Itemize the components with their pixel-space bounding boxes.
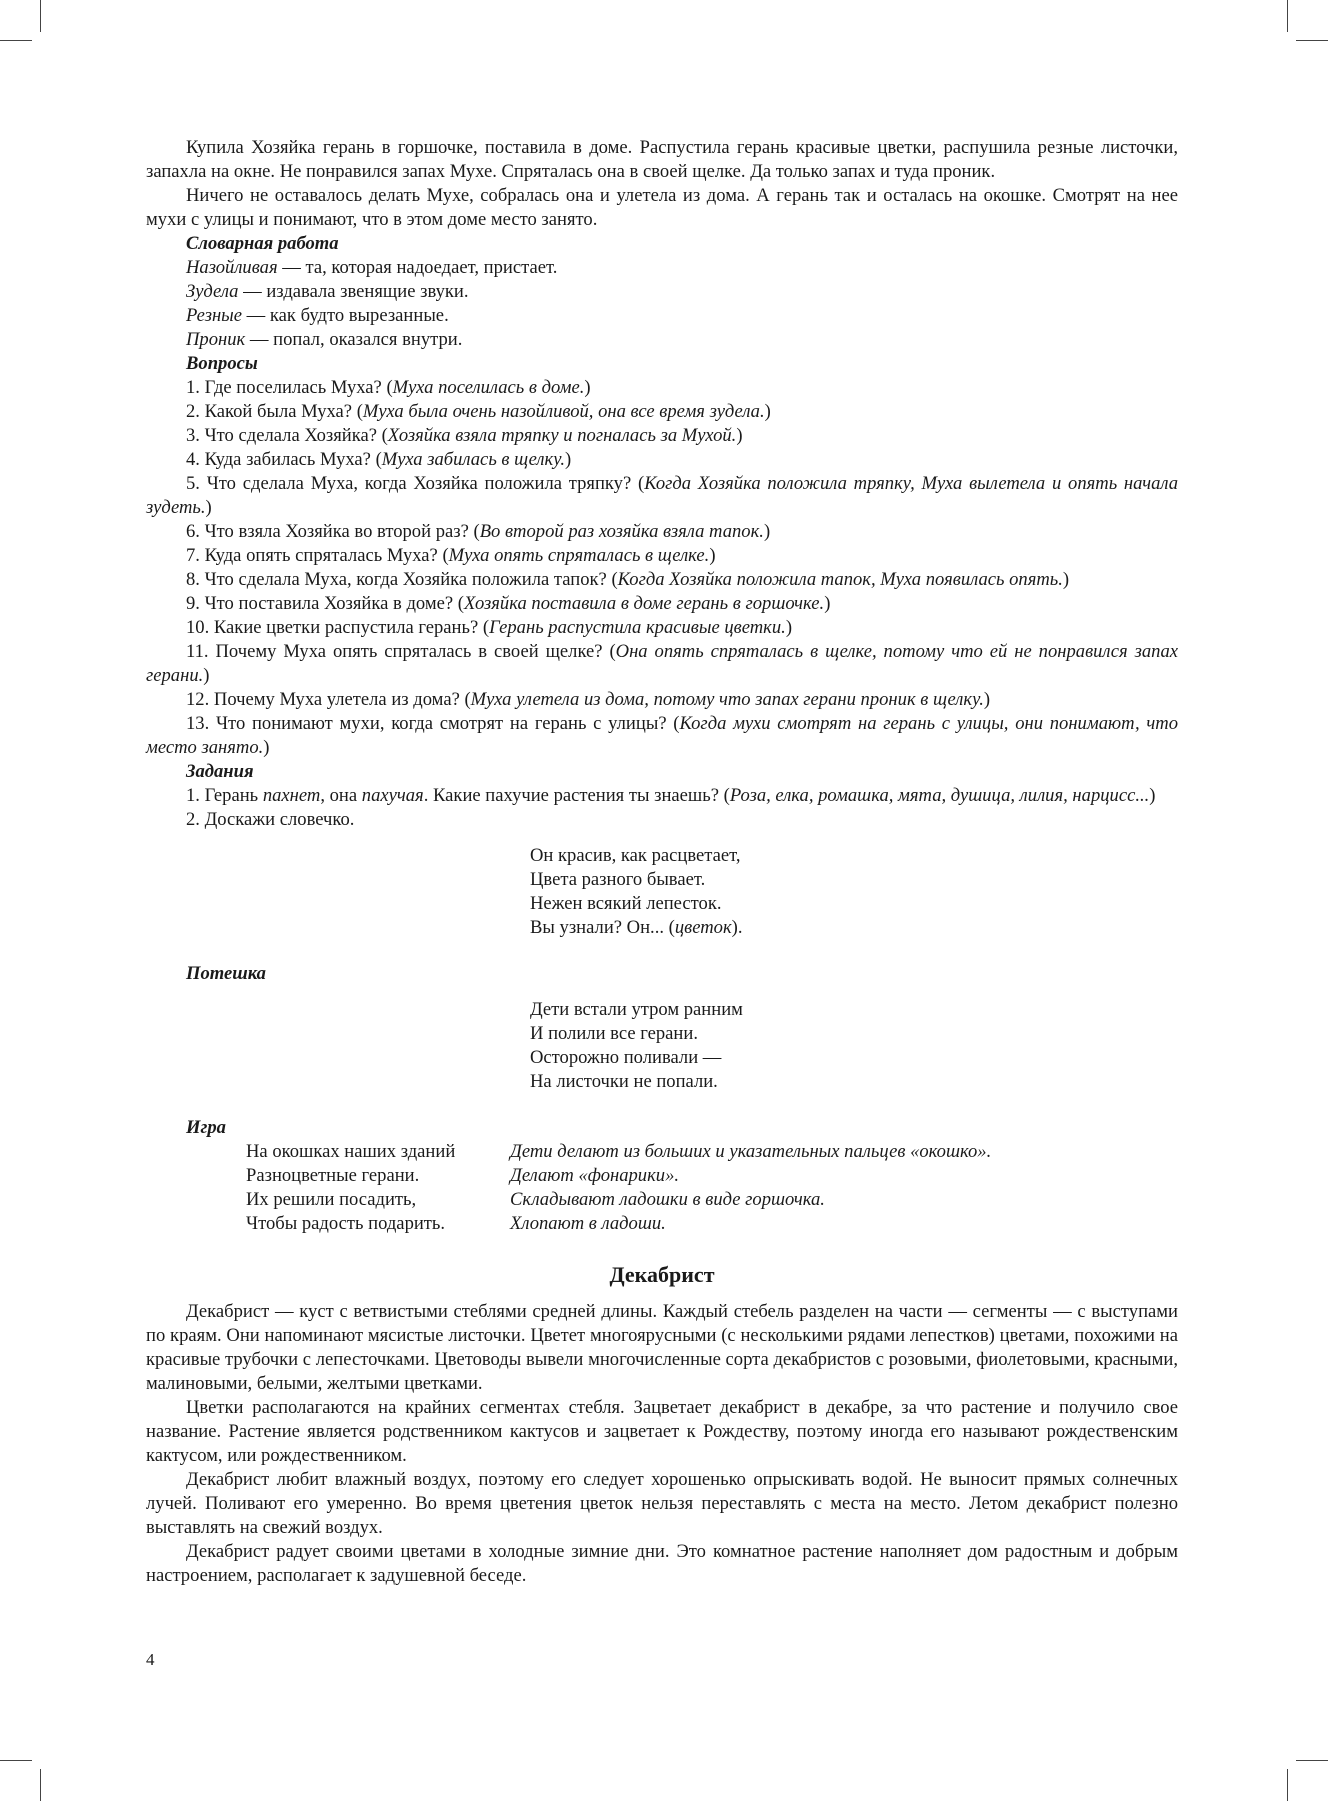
question-item <box>146 472 1178 520</box>
paren-close: ) <box>584 377 591 398</box>
answer-text: Муха улетела из дома, потому что запах герани проник в щелку. <box>470 689 984 710</box>
riddle-poem <box>530 844 1178 940</box>
question-item <box>146 688 1178 712</box>
vocab-word: Зудела <box>186 281 239 302</box>
question-text: 13. Что понимают мухи, когда смотрят на герань с улицы? ( <box>186 713 680 734</box>
game-action: Складывают ладошки в виде горшочка. <box>510 1189 825 1210</box>
poem-line: Цвета разного бывает. <box>530 869 706 890</box>
paren-close: ) <box>205 497 212 518</box>
vocab-definition: — попал, оказался внутри. <box>245 329 463 350</box>
task-item <box>146 784 1178 808</box>
game-row <box>246 1188 991 1212</box>
paren-close: ) <box>983 689 991 710</box>
intro-paragraph: Купила Хозяйка герань в горшочке, поставила в доме. Распустила герань красивые цветки, распушила резные листочки, запахла на окне. Не понравился запах Мухе. Спряталась она в своей щелке. Да только запах и туда проник. <box>146 137 1178 182</box>
game-verse: Их решили посадить, <box>246 1189 417 1210</box>
crop-mark <box>1287 0 1288 32</box>
poem-line: Дети встали утром ранним <box>530 999 743 1020</box>
game-table <box>246 1140 991 1236</box>
vocab-word: Резные <box>186 305 243 326</box>
question-item <box>146 592 1178 616</box>
poem-line: И полили все герани. <box>530 1023 698 1044</box>
crop-mark <box>1287 1769 1288 1801</box>
answer-text: Муха поселилась в доме. <box>392 377 585 398</box>
question-text: 1. Где поселилась Муха? ( <box>186 377 393 398</box>
poem-line: Он красив, как расцветает, <box>530 845 741 866</box>
intro-paragraph: Ничего не оставалось делать Мухе, собралась она и улетела из дома. А герань так и осталась на окошке. Смотрят на нее мухи с улицы и понимают, что в этом доме место занято. <box>146 185 1178 230</box>
poteshka-heading: Потешка <box>186 963 266 984</box>
poem-line <box>530 916 1178 940</box>
crop-mark <box>0 1760 32 1761</box>
answer-text: Герань распустила красивые цветки. <box>489 617 786 638</box>
vocab-word: Проник <box>186 329 246 350</box>
page-number: 4 <box>146 1650 155 1669</box>
task-text: , она <box>320 785 362 806</box>
answer-text: Когда мухи смотрят на герань с улицы, они понимают, что место занято. <box>146 713 1178 758</box>
vocab-definition: — та, которая надоедает, пристает. <box>277 257 558 278</box>
task-answer: Роза, елка, ромашка, мята, душица, лилия, нарцисс... <box>729 785 1150 806</box>
question-item <box>146 544 1178 568</box>
paren-close: ) <box>1149 785 1156 806</box>
question-text: 8. Что сделала Муха, когда Хозяйка положила тапок? ( <box>186 569 618 590</box>
game-verse: Чтобы радость подарить. <box>246 1213 446 1234</box>
question-item <box>146 568 1178 592</box>
section-paragraph: Декабрист радует своими цветами в холодные зимние дни. Это комнатное растение наполняет дом радостным и добрым настроением, располагает к задушевной беседе. <box>146 1541 1178 1586</box>
question-item <box>146 400 1178 424</box>
task-text: . Какие пахучие растения ты знаешь? ( <box>423 785 730 806</box>
answer-text: Хозяйка поставила в доме герань в горшочке. <box>463 593 825 614</box>
vocab-item <box>146 256 1178 280</box>
section-paragraph: Цветки располагаются на крайних сегментах стебля. Зацветает декабрист в декабре, за что растение и получило свое название. Растение является родственником кактусов и зацветает к Рождеству, поэтому иногда его называют рождественским кактусом, или рождественником. <box>146 1397 1178 1466</box>
question-text: 2. Какой была Муха? ( <box>186 401 363 422</box>
game-row <box>246 1164 991 1188</box>
game-action: Дети делают из больших и указательных пальцев «окошко». <box>510 1141 992 1162</box>
question-item <box>146 424 1178 448</box>
game-heading: Игра <box>186 1117 226 1138</box>
game-row <box>246 1212 991 1236</box>
paren-close: ) <box>1062 569 1070 590</box>
question-item <box>146 712 1178 760</box>
task-emphasis: пахнет <box>262 785 321 806</box>
poem-text: Вы узнали? Он... ( <box>530 917 675 938</box>
paren-close: ) <box>763 521 771 542</box>
paren-close: ) <box>736 425 743 446</box>
paren-close: ) <box>824 593 831 614</box>
answer-text: Она опять спряталась в щелке, потому что ей не понравился запах герани. <box>146 641 1179 686</box>
paren-close: ) <box>203 665 210 686</box>
game-verse: Разноцветные герани. <box>246 1165 420 1186</box>
question-item <box>146 448 1178 472</box>
game-action: Хлопают в ладоши. <box>510 1213 666 1234</box>
paren-close: ) <box>263 737 270 758</box>
section-paragraph: Декабрист любит влажный воздух, поэтому его следует хорошенько опрыскивать водой. Не выносит прямых солнечных лучей. Поливают его умеренно. Во время цветения цветок нельзя переставлять с места на место. Летом декабрист полезно выставлять на свежий воздух. <box>146 1469 1178 1538</box>
task-text: 1. Герань <box>186 785 263 806</box>
answer-text: Хозяйка взяла тряпку и погналась за Мухой. <box>387 425 737 446</box>
question-item <box>146 640 1178 688</box>
question-text: 7. Куда опять спряталась Муха? ( <box>186 545 449 566</box>
section-title: Декабрист <box>609 1262 715 1287</box>
poem-line: Осторожно поливали — <box>530 1047 722 1068</box>
paren-close: ) <box>564 449 572 470</box>
page-content <box>146 136 1178 1588</box>
question-text: 12. Почему Муха улетела из дома? ( <box>186 689 471 710</box>
task-item: 2. Доскажи словечко. <box>186 809 355 830</box>
game-action: Делают «фонарики». <box>510 1165 680 1186</box>
question-item <box>146 520 1178 544</box>
paren-close: ) <box>709 545 716 566</box>
question-text: 10. Какие цветки распустила герань? ( <box>186 617 490 638</box>
crop-mark <box>40 0 41 32</box>
riddle-answer: цветок <box>674 917 732 938</box>
section-paragraph: Декабрист — куст с ветвистыми стеблями средней длины. Каждый стебель разделен на части — сегменты — с выступами по краям. Они напоминают мясистые листочки. Цветет многоярусными (с несколькими рядами лепестков) цветами, похожими на красивые трубочки с лепесточками. Цветоводы вывели многочисленные сорта декабристов с розовыми, фиолетовыми, красными, малиновыми, белыми, желтыми цветками. <box>146 1301 1178 1394</box>
vocab-heading: Словарная работа <box>186 233 339 254</box>
vocab-definition: — издавала звенящие звуки. <box>238 281 469 302</box>
vocab-word: Назойливая <box>186 257 278 278</box>
question-item <box>146 616 1178 640</box>
questions-list <box>146 376 1178 760</box>
game-row <box>246 1140 991 1164</box>
answer-text: Муха забилась в щелку. <box>381 449 565 470</box>
question-text: 3. Что сделала Хозяйка? ( <box>186 425 388 446</box>
question-text: 11. Почему Муха опять спряталась в своей щелке? ( <box>186 641 616 662</box>
poteshka-poem <box>530 998 1178 1094</box>
crop-mark <box>0 40 32 41</box>
crop-mark <box>40 1769 41 1801</box>
question-item <box>146 376 1178 400</box>
vocab-definition: — как будто вырезанные. <box>242 305 449 326</box>
tasks-heading: Задания <box>186 761 254 782</box>
poem-line: Нежен всякий лепесток. <box>530 893 722 914</box>
crop-mark <box>1296 40 1328 41</box>
answer-text: Муха опять спряталась в щелке. <box>448 545 710 566</box>
answer-text: Во второй раз хозяйка взяла тапок. <box>479 521 764 542</box>
questions-heading: Вопросы <box>186 353 258 374</box>
question-text: 6. Что взяла Хозяйка во второй раз? ( <box>186 521 480 542</box>
answer-text: Когда Хозяйка положила тряпку, Муха вылетела и опять начала зудеть. <box>146 473 1178 518</box>
answer-text: Когда Хозяйка положила тапок, Муха появилась опять. <box>617 569 1063 590</box>
answer-text: Муха была очень назойливой, она все время зудела. <box>362 401 765 422</box>
question-text: 4. Куда забилась Муха? ( <box>186 449 382 470</box>
crop-mark <box>1296 1760 1328 1761</box>
paren-close: ) <box>785 617 793 638</box>
question-text: 9. Что поставила Хозяйка в доме? ( <box>186 593 464 614</box>
vocab-item <box>146 328 1178 352</box>
task-emphasis: пахучая <box>361 785 424 806</box>
vocab-item <box>146 304 1178 328</box>
question-text: 5. Что сделала Муха, когда Хозяйка положила тряпку? ( <box>186 473 645 494</box>
poem-line: На листочки не попали. <box>530 1071 718 1092</box>
paren-close: ) <box>764 401 771 422</box>
vocab-item <box>146 280 1178 304</box>
poem-text: ). <box>731 917 743 938</box>
game-verse: На окошках наших зданий <box>246 1141 456 1162</box>
